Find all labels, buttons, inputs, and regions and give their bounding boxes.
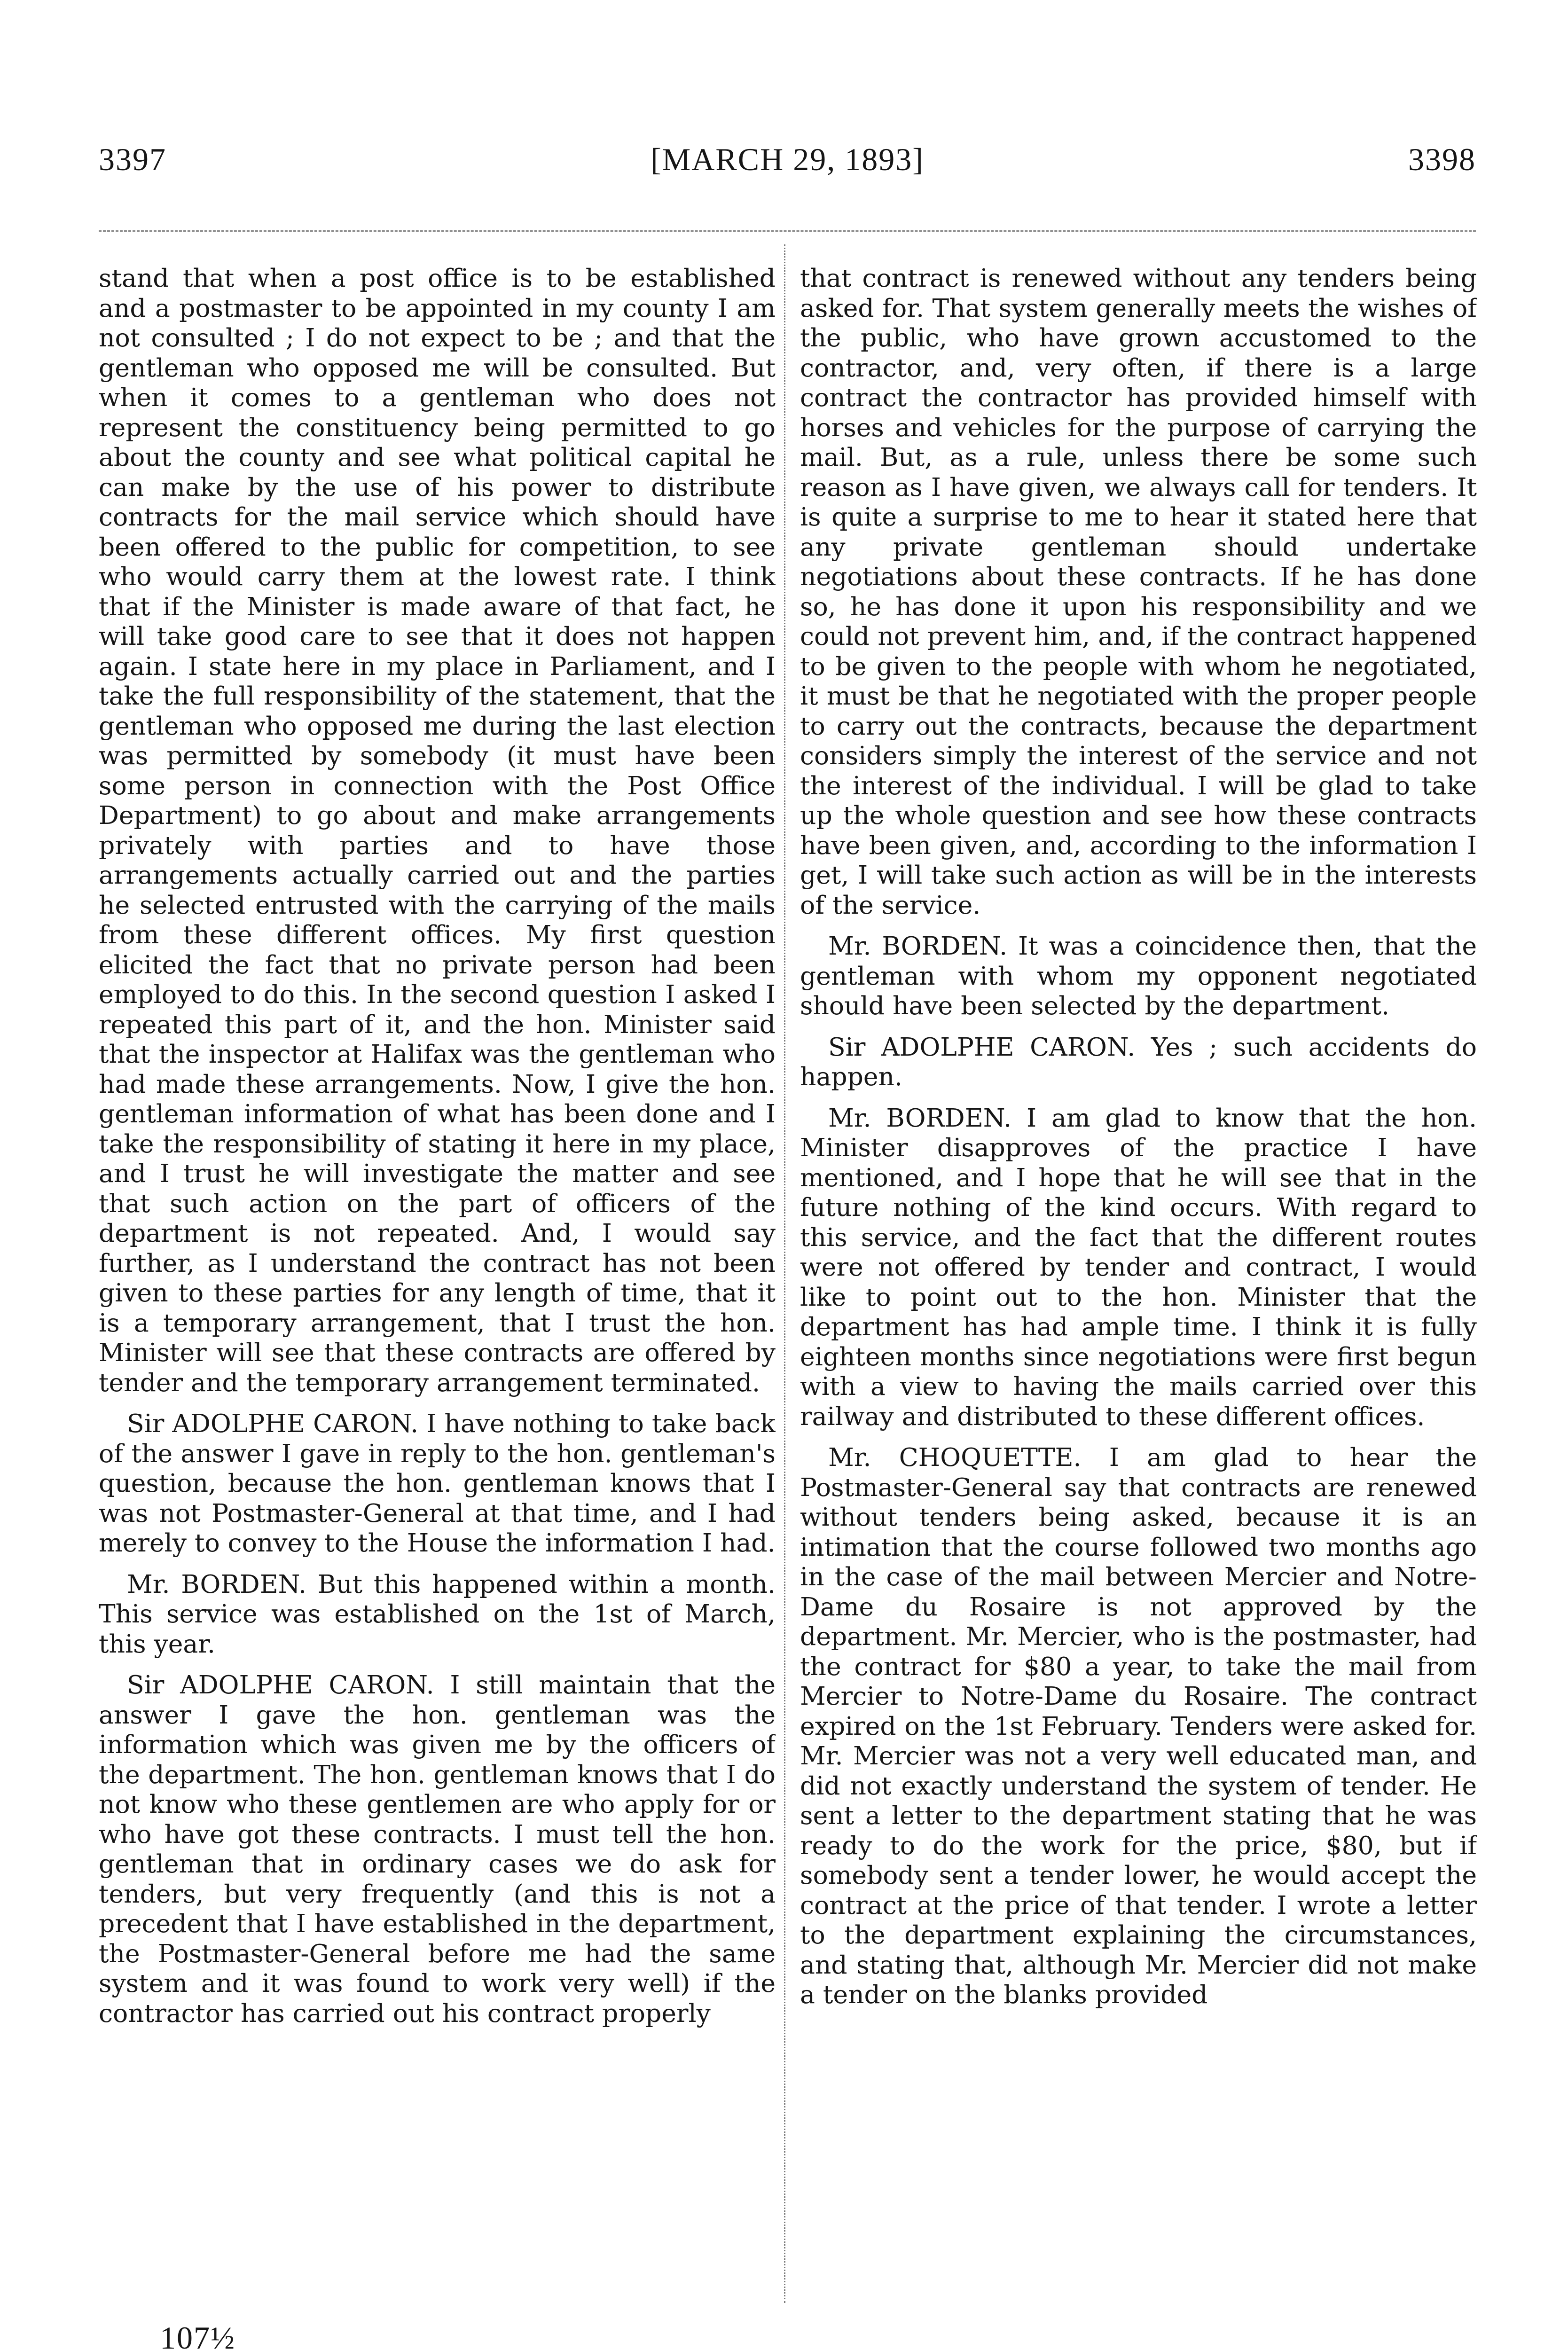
left-paragraph-2: Sir ADOLPHE CARON. I have nothing to take back of the answer I gave in reply to the hon. gentleman's question, because the hon. gentleman knows that I was not Postmaster-General at that time, and I had merely to convey to the House the information I had. bbox=[99, 1409, 776, 1558]
right-paragraph-3: Sir ADOLPHE CARON. Yes ; such accidents do happen. bbox=[800, 1032, 1477, 1091]
right-column bbox=[800, 263, 1477, 2298]
right-paragraph-1: that contract is renewed without any tenders being asked for. That system generally meets the wishes of the public, who have grown accustomed to the contractor, and, very often, if there is a large contract the contractor has provided himself with horses and vehicles for the purpose of carrying the mail. But, as a rule, unless there be some such reason as I have given, we always call for tenders. It is quite a surprise to me to hear it stated here that any private gentleman should undertake negotiations about these contracts. If he has done so, he has done it upon his responsibility and we could not prevent him, and, if the contract happened to be given to the people with whom he negotiated, it must be that he negotiated with the proper people to carry out the contracts, because the department considers simply the interest of the service and not the interest of the individual. I will be glad to take up the whole question and see how these contracts have been given, and, according to the information I get, I will take such action as will be in the interests of the service. bbox=[800, 263, 1477, 920]
right-paragraph-4: Mr. BORDEN. I am glad to know that the hon. Minister disapproves of the practice I have mentioned, and I hope that he will see that in the future nothing of the kind occurs. With regard to this service, and the fact that the different routes were not offered by tender and contract, I would like to point out to the hon. Minister that the department has had ample time. I think it is fully eighteen months since negotiations were first begun with a view to having the mails carried over this railway and distributed to these different offices. bbox=[800, 1103, 1477, 1431]
page-number-left: 3397 bbox=[99, 141, 166, 177]
right-paragraph-2: Mr. BORDEN. It was a coincidence then, that the gentleman with whom my opponent negotiated should have been selected by the department. bbox=[800, 931, 1477, 1020]
left-paragraph-4: Sir ADOLPHE CARON. I still maintain that the answer I gave the hon. gentleman was the information which was given me by the officers of the department. The hon. gentleman knows that I do not know who these gentlemen are who apply for or who have got these contracts. I must tell the hon. gentleman that in ordinary cases we do ask for tenders, but very frequently (and this is not a precedent that I have established in the department, the Postmaster-General before me had the same system and it was found to work very well) if the contractor has carried out his contract properly bbox=[99, 1670, 776, 2028]
page-number-right: 3398 bbox=[1408, 141, 1476, 177]
left-paragraph-3: Mr. BORDEN. But this happened within a month. This service was established on the 1st of March, this year. bbox=[99, 1569, 776, 1659]
signature-mark: 107½ bbox=[160, 2320, 235, 2350]
page-header bbox=[99, 141, 1476, 197]
header-rule bbox=[99, 230, 1476, 232]
column-divider bbox=[784, 244, 785, 2303]
page-date: [MARCH 29, 1893] bbox=[651, 141, 924, 177]
right-paragraph-5: Mr. CHOQUETTE. I am glad to hear the Postmaster-General say that contracts are renewed without tenders being asked, because it is an intimation that the course followed two months ago in the case of the mail between Mercier and Notre-Dame du Rosaire is not approved by the department. Mr. Mercier, who is the postmaster, had the contract for $80 a year, to take the mail from Mercier to Notre-Dame du Rosaire. The contract expired on the 1st February. Tenders were asked for. Mr. Mercier was not a very well educated man, and did not exactly understand the system of tender. He sent a letter to the department stating that he was ready to do the work for the price, $80, but if somebody sent a tender lower, he would accept the contract at the price of that tender. I wrote a letter to the department explaining the circumstances, and stating that, although Mr. Mercier did not make a tender on the blanks provided bbox=[800, 1442, 1477, 2009]
left-column bbox=[99, 263, 776, 2298]
left-paragraph-1: stand that when a post office is to be established and a postmaster to be appointed in my county I am not consulted ; I do not expect to be ; and that the gentleman who opposed me will be consulted. But when it comes to a gentleman who does not represent the constituency being permitted to go about the county and see what political capital he can make by the use of his power to distribute contracts for the mail service which should have been offered to the public for competition, to see who would carry them at the lowest rate. I think that if the Minister is made aware of that fact, he will take good care to see that it does not happen again. I state here in my place in Parliament, and I take the full responsibility of the statement, that the gentleman who opposed me during the last election was permitted by somebody (it must have been some person in connection with the Post Office Department) to go about and make arrangements privately with parties and to have those arrangements actually carried out and the parties he selected entrusted with the carrying of the mails from these different offices. My first question elicited the fact that no private person had been employed to do this. In the second question I asked I repeated this part of it, and the hon. Minister said that the inspector at Halifax was the gentleman who had made these arrangements. Now, I give the hon. gentleman information of what has been done and I take the responsibility of stating it here in my place, and I trust he will investigate the matter and see that such action on the part of officers of the department is not repeated. And, I would say further, as I understand the contract has not been given to these parties for any length of time, that it is a temporary arrangement, that I trust the hon. Minister will see that these contracts are offered by tender and the temporary arrangement terminated. bbox=[99, 263, 776, 1397]
